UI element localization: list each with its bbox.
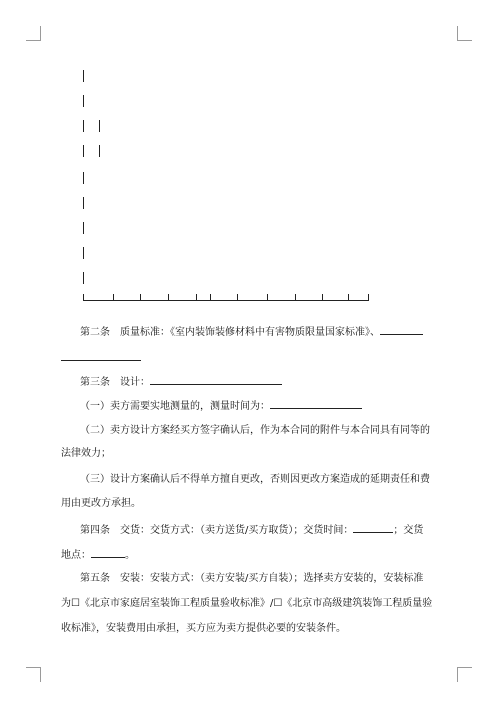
fill-blank[interactable] (353, 522, 393, 533)
table-border-segment (83, 120, 84, 132)
article-5-installation (80, 572, 460, 586)
article-3-item-3 (80, 473, 460, 487)
article-5-text-3: 收标准》，安装费用由承担，买方应为卖方提供必要的安装条件。 (61, 623, 346, 634)
column-tick (210, 294, 211, 301)
column-tick (168, 294, 169, 301)
column-tick (348, 294, 349, 301)
column-tick (113, 294, 114, 301)
table-border-segment (99, 120, 100, 132)
article-5-text: 第五条 安装：安装方式：（卖方安装/买方自装）；选择卖方安装的，安装标准 (80, 573, 424, 584)
table-border-segment (83, 272, 84, 284)
table-border-segment (83, 172, 84, 184)
column-tick (368, 294, 369, 301)
table-border-segment (83, 247, 84, 259)
column-tick (196, 294, 197, 301)
article-2-label: 第二条 质量标准： (80, 327, 170, 338)
item-2-text: （二）卖方设计方案经买方签字确认后，作为本合同的附件与本合同具有同等的 (80, 425, 430, 436)
article-3-label: 第三条 设计： (80, 377, 150, 388)
table-border-segment (99, 145, 100, 157)
location-label: 地点： (61, 550, 91, 561)
crop-mark-top-right (457, 26, 472, 41)
article-3-item-1 (80, 398, 460, 414)
item-2-text-cont: 法律效力； (61, 448, 111, 459)
table-border-segment (83, 95, 84, 107)
column-tick (140, 294, 141, 301)
article-3-design (80, 374, 460, 390)
crop-mark-top-left (26, 26, 41, 41)
item-1-text: （一）卖方需要实地测量的，测量时间为： (80, 401, 270, 412)
column-tick (322, 294, 323, 301)
article-3-item-2-continuation (61, 447, 441, 461)
item-3-text: （三）设计方案确认后不得单方擅自更改，否则因更改方案造成的延期责任和费 (80, 474, 430, 485)
article-3-item-3-continuation (61, 497, 441, 511)
column-tick (267, 294, 268, 301)
location-end: 。 (125, 550, 135, 561)
column-tick (295, 294, 296, 301)
article-5-line-3 (61, 622, 441, 636)
column-tick (237, 294, 238, 301)
fill-blank[interactable] (380, 324, 423, 335)
article-4-location (61, 547, 441, 563)
crop-mark-bottom-right (457, 667, 472, 682)
table-border-segment (83, 145, 84, 157)
article-4-text: 第四条 交货：交货方式：（卖方送货/买方取货）；交货时间： (80, 525, 354, 536)
item-3-text-cont: 用由更改方承担。 (61, 498, 141, 509)
article-3-item-2 (80, 424, 460, 438)
article-4-text-end: ；交货 (393, 525, 424, 536)
table-border-segment (83, 70, 84, 82)
article-5-line-2 (61, 597, 441, 611)
column-tick (83, 294, 84, 301)
table-bottom-border (83, 300, 369, 301)
article-4-delivery (80, 522, 460, 538)
table-border-segment (83, 222, 84, 234)
fill-blank[interactable] (270, 398, 362, 409)
article-2-continuation (61, 350, 441, 366)
article-2-quality-standard (80, 324, 460, 340)
fill-blank[interactable] (61, 350, 141, 361)
fill-blank[interactable] (91, 547, 125, 558)
table-border-segment (83, 197, 84, 209)
article-2-text: 《室内装饰装修材料中有害物质限量国家标准》、 (170, 327, 380, 338)
fill-blank[interactable] (150, 374, 282, 385)
article-5-text-2: 为☐《北京市家庭居室装饰工程质量验收标准》/☐《北京市高级建筑装饰工程质量验 (61, 598, 433, 609)
crop-mark-bottom-left (26, 667, 41, 682)
